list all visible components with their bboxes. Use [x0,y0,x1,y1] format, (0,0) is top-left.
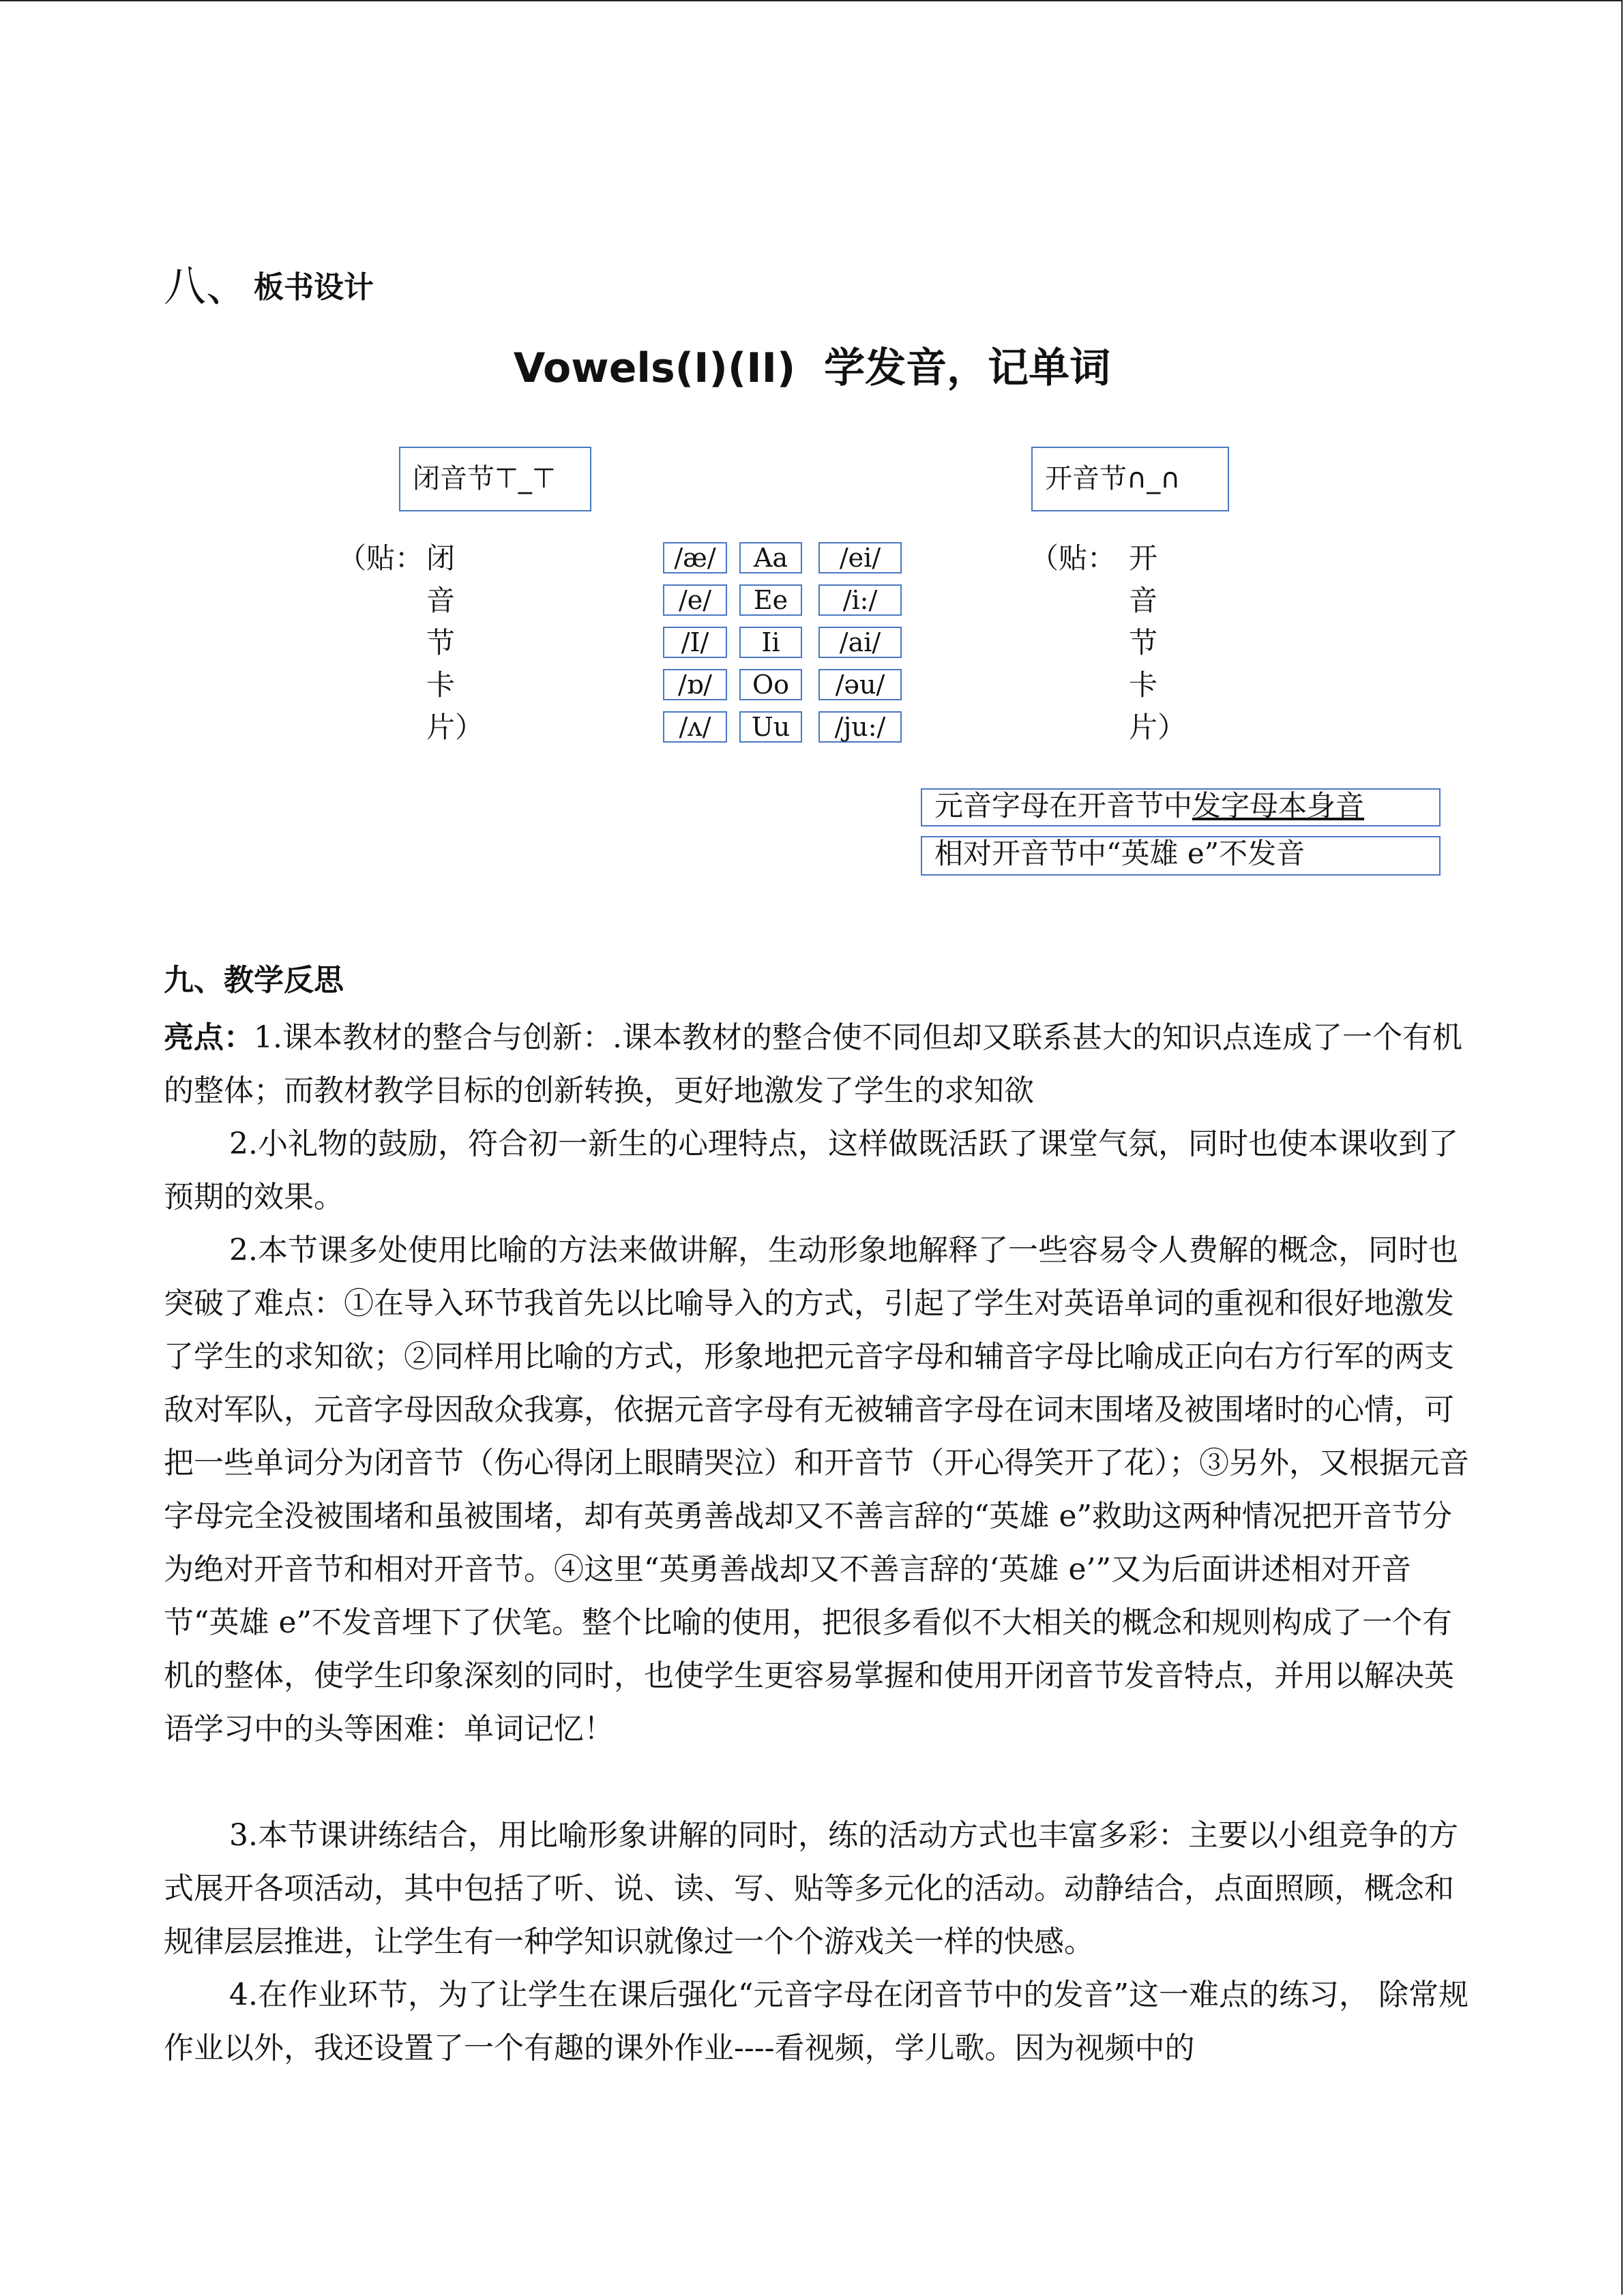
letter-cell: Aa [739,542,802,573]
short-vowel-cell: /I/ [663,627,727,658]
short-vowel-cell: /ɒ/ [663,669,727,700]
vertical-char: 音 [1129,584,1158,617]
reflection-paragraph-1: 亮点：1.课本教材的整合与创新：.课本教材的整合使不同但却又联系甚大的知识点连成了一个有机的整体；而教材教学目标的创新转换，更好地激发了学生的求知欲 [164,1020,1462,1108]
vertical-char: 节 [1129,626,1158,659]
open-syllable-box: 开音节∩_∩ [1031,447,1229,511]
reflection-paragraph-5: 4.在作业环节，为了让学生在课后强化“元音字母在闭音节中的发音”这一难点的练习， 除常规作业以外，我还设置了一个有趣的课外作业----看视频，学儿歌。因为视频中的 [164,1978,1468,2066]
long-vowel-cell: /əu/ [818,669,902,700]
vertical-char: 卡 [1129,668,1158,702]
open-syllable-card-label [1129,537,1186,749]
long-vowel-cell: /ei/ [818,542,902,573]
reflection-paragraph-2: 2.小礼物的鼓励，符合初一新生的心理特点，这样做既活跃了课堂气氛，同时也使本课收到了预期的效果。 [164,1127,1458,1214]
vertical-char: 卡 [426,668,456,702]
section-9-title: 九、教学反思 [164,963,344,998]
letter-cell: Oo [739,669,802,700]
vertical-char: 音 [426,584,456,617]
rule-note-open-syllable: 元音字母在开音节中发字母本身音 [921,788,1441,826]
rule-note-silent-e: 相对开音节中“英雄 e”不发音 [921,836,1441,876]
vertical-char: 片） [426,711,484,744]
short-vowel-cell: /æ/ [663,542,727,573]
board-title-en: Vowels(I)(II) [513,344,796,392]
reflection-paragraph-4: 3.本节课讲练结合，用比喻形象讲解的同时，练的活动方式也丰富多彩：主要以小组竞争的方式展开各项活动，其中包括了听、说、读、写、贴等多元化的活动。动静结合，点面照顾，概念和规律层层推进，让学生有一种学知识就像过一个个游戏关一样的快感。 [164,1818,1458,1959]
vertical-char: 片） [1129,711,1187,744]
highlight-label: 亮点： [164,1020,254,1055]
section-8-title: 板书设计 [254,270,374,305]
reflection-paragraph-3: 2.本节课多处使用比喻的方法来做讲解，生动形象地解释了一些容易令人费解的概念，同时也突破了难点：①在导入环节我首先以比喻导入的方式，引起了学生对英语单词的重视和很好地激发了学生的求知欲；②同样用比喻的方式，形象地把元音字母和辅音字母比喻成正向右方行军的两支敌对军队，元音字母因敌众我寡，依据元音字母有无被辅音字母在词末围堵及被围堵时的心情，可把一些单词分为闭音节（伤心得闭上眼睛哭泣）和开音节（开心得笑开了花）；③另外，又根据元音字母完全没被围堵和虽被围堵，却有英勇善战却又不善言辞的“英雄 e”救助这两种情况把开音节分为绝对开音节和相对开音节。④这里“英勇善战却又不善言辞的‘英雄 e’”又为后面讲述相对开音节“英雄 e”不发音埋下了伏笔。整个比喻的使用，把很多看似不大相关的概念和规则构成了一个有机的整体，使学生印象深刻的同时，也使学生更容易掌握和使用开闭音节发音特点，并用以解决英语学习中的头等困难：单词记忆！ [164,1233,1469,1746]
left-paste-label: （贴： [338,541,424,575]
long-vowel-cell: /ju:/ [818,711,902,743]
board-title-zh: 学发音，记单词 [824,344,1111,392]
letter-cell: Ee [739,584,802,616]
closed-syllable-box: 闭音节⊤_⊤ [399,447,591,511]
section-8-number: 八、 [164,261,249,311]
long-vowel-cell: /ai/ [818,627,902,658]
short-vowel-cell: /e/ [663,584,727,616]
vertical-char: 节 [426,626,456,659]
long-vowel-cell: /i:/ [818,584,902,616]
letter-cell: Ii [739,627,802,658]
right-paste-label: （贴： [1030,541,1117,575]
vertical-char: 开 [1129,541,1158,575]
short-vowel-cell: /ʌ/ [663,711,727,743]
letter-cell: Uu [739,711,802,743]
vertical-char: 闭 [426,541,456,575]
board-title [0,341,1624,396]
closed-syllable-card-label [426,537,484,749]
